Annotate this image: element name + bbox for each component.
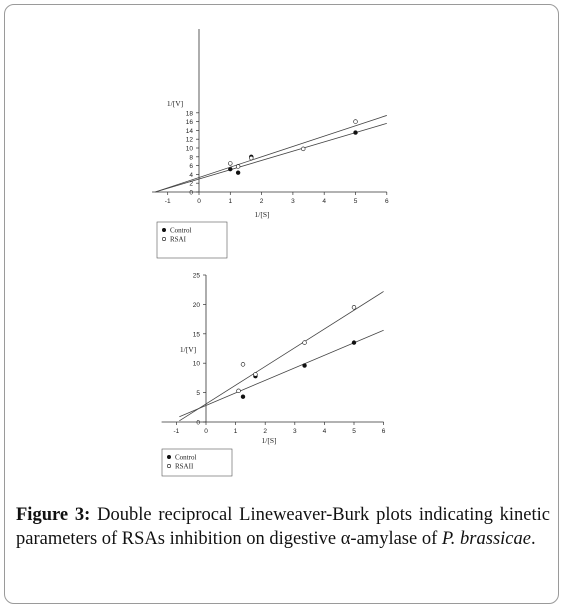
caption-text: Double reciprocal Lineweaver-Burk plots indicating kinetic parameters of RSAs inhibition on digestive α-amylase of — [16, 505, 551, 549]
y-tick-label: 5 — [196, 390, 200, 398]
y-tick-label: 4 — [189, 171, 193, 179]
legend-label: RSAI — [170, 235, 186, 244]
caption-end: . — [530, 529, 536, 549]
x-axis-label: 1/[S] — [261, 436, 277, 445]
x-tick-label: 4 — [322, 198, 327, 205]
legend-label: Control — [175, 453, 197, 462]
data-point-control — [303, 364, 307, 368]
data-point-rsai — [249, 156, 253, 160]
x-tick-label: 4 — [322, 428, 327, 435]
legend-marker — [167, 464, 170, 467]
legend-marker — [167, 455, 170, 458]
y-tick-label: 25 — [192, 272, 200, 280]
x-tick-label: 6 — [384, 198, 389, 205]
x-tick-label: 2 — [259, 198, 264, 205]
x-tick-label: 0 — [197, 198, 201, 205]
y-tick-label: 20 — [192, 301, 200, 309]
x-tick-label: 1 — [228, 198, 233, 205]
y-tick-label: 2 — [189, 180, 193, 188]
y-tick-label: 10 — [185, 145, 193, 153]
data-point-control — [241, 395, 245, 399]
y-tick-label: 14 — [185, 127, 193, 135]
legend-box — [157, 222, 227, 258]
data-point-rsaii — [352, 305, 356, 309]
data-point-rsaii — [303, 341, 307, 345]
data-point-rsai — [236, 165, 240, 169]
x-axis-label: 1/[S] — [254, 210, 270, 219]
x-tick-label: 5 — [352, 428, 356, 435]
x-tick-label: 3 — [291, 198, 295, 205]
x-tick-label: 3 — [292, 428, 297, 435]
x-tick-label: 2 — [263, 428, 268, 435]
y-tick-label: 16 — [185, 119, 193, 127]
y-axis-label: 1/[V] — [179, 345, 197, 354]
legend-label: RSAII — [175, 462, 194, 471]
y-tick-label: 0 — [196, 419, 200, 427]
legend-label: Control — [170, 226, 192, 235]
y-tick-label: 15 — [192, 331, 200, 339]
fit-line-rsaii — [179, 291, 383, 420]
y-tick-label: 8 — [189, 154, 193, 162]
figure-caption — [16, 503, 550, 551]
x-tick-label: -1 — [173, 428, 180, 435]
legend-marker — [162, 228, 165, 231]
data-point-rsaii — [254, 372, 258, 376]
data-point-control — [354, 131, 358, 135]
x-tick-label: 5 — [353, 198, 358, 205]
x-tick-label: 6 — [381, 428, 386, 435]
data-point-rsai — [354, 120, 358, 124]
legend-box — [162, 449, 232, 476]
y-tick-label: 18 — [185, 110, 193, 118]
x-tick-label: 1 — [233, 428, 238, 435]
caption-species: P. brassicae — [441, 529, 531, 549]
data-point-rsai — [301, 147, 305, 151]
x-tick-label: -1 — [164, 198, 171, 205]
y-tick-label: 10 — [192, 360, 200, 368]
data-point-control — [352, 341, 356, 345]
y-tick-label: 12 — [185, 136, 193, 144]
data-point-control — [236, 171, 240, 175]
y-tick-label: 0 — [189, 189, 193, 197]
x-tick-label: 0 — [204, 428, 208, 435]
data-point-rsai — [228, 162, 232, 166]
y-axis-label: 1/[V] — [166, 99, 184, 108]
data-point-rsaii — [241, 362, 245, 366]
data-point-rsaii — [237, 389, 241, 393]
caption-label: Figure 3: — [16, 505, 91, 525]
legend-marker — [162, 237, 165, 240]
y-tick-label: 6 — [189, 163, 193, 171]
